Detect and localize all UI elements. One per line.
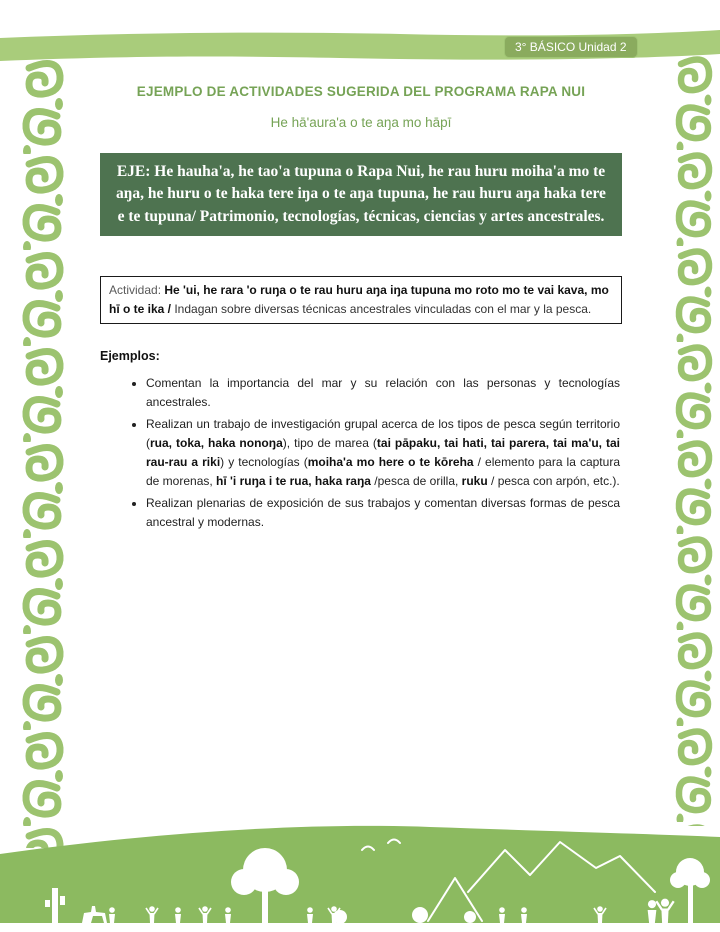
ejemplos-heading: Ejemplos: bbox=[100, 349, 160, 363]
koru-pattern bbox=[20, 58, 66, 848]
text-segment: rua, toka, haka nonoŋa bbox=[150, 435, 283, 450]
left-ornament-border bbox=[20, 58, 66, 848]
example-bullet bbox=[146, 374, 620, 412]
bush-icon bbox=[464, 911, 476, 923]
examples-bullet-list bbox=[100, 374, 622, 535]
example-bullet bbox=[146, 415, 620, 491]
text-segment: Comentan la importancia del mar y su relación con las personas y tecnologías ancestrales. bbox=[146, 376, 620, 409]
actividad-label: Actividad: bbox=[109, 283, 165, 297]
actividad-spanish-text: Indagan sobre diversas técnicas ancestrales vinculadas con el mar y la pesca. bbox=[171, 302, 592, 317]
text-segment: tai pāpaku, tai hati, tai parera, tai ma'u, tai rau-rau a riki bbox=[146, 435, 621, 469]
unit-badge: 3° BÁSICO Unidad 2 bbox=[504, 36, 638, 58]
ground-strip bbox=[0, 923, 720, 932]
text-segment: Realizan un trabajo de investigación grupal acerca de los tipos de pesca según territorio ( bbox=[146, 416, 620, 450]
green-hill bbox=[0, 826, 720, 932]
text-segment: ruku bbox=[461, 473, 488, 488]
right-ornament-border bbox=[674, 54, 714, 826]
text-segment: hī 'i ruŋa i te rua, haka raŋa bbox=[216, 473, 371, 488]
bottom-landscape-decoration bbox=[0, 820, 720, 932]
actividad-rapanui-text: He 'ui, he rara 'o ruŋa o te rau huru aŋa iŋa tupuna mo roto mo te vai kava, mo hī o te ika / bbox=[109, 283, 609, 317]
page-title: EJEMPLO DE ACTIVIDADES SUGERIDA DEL PROGRAMA RAPA NUI bbox=[136, 84, 586, 99]
eje-text: EJE: He hauha'a, he tao'a tupuna o Rapa Nui, he rau huru moiha'a mo te aŋa, he huru o te haka tere iŋa o te aŋa tupuna, he rau huru aŋa haka tere e te tupuna/ Patrimonio, tecnologías, técnicas, ciencias y artes ancestrales. bbox=[116, 163, 606, 225]
text-segment: ) y tecnologías ( bbox=[220, 454, 308, 469]
text-segment: ), tipo de marea ( bbox=[282, 435, 377, 450]
page-subtitle: He hā'aura'a o te aŋa mo hāpī bbox=[270, 115, 452, 130]
text-segment: Realizan plenarias de exposición de sus trabajos y comentan diversas formas de pesca ancestral y modernas. bbox=[146, 495, 620, 529]
example-bullet bbox=[146, 494, 620, 532]
actividad-box bbox=[100, 276, 622, 324]
text-segment: / elemento para la captura de morenas, bbox=[146, 454, 620, 488]
text-segment: / pesca con arpón, etc.). bbox=[487, 473, 620, 488]
text-segment: moiha'a mo here o te kōreha bbox=[307, 454, 474, 469]
bush-icon bbox=[412, 907, 428, 923]
koru-pattern bbox=[674, 54, 714, 826]
eje-box bbox=[100, 153, 622, 236]
text-segment: /pesca de orilla, bbox=[370, 473, 462, 488]
